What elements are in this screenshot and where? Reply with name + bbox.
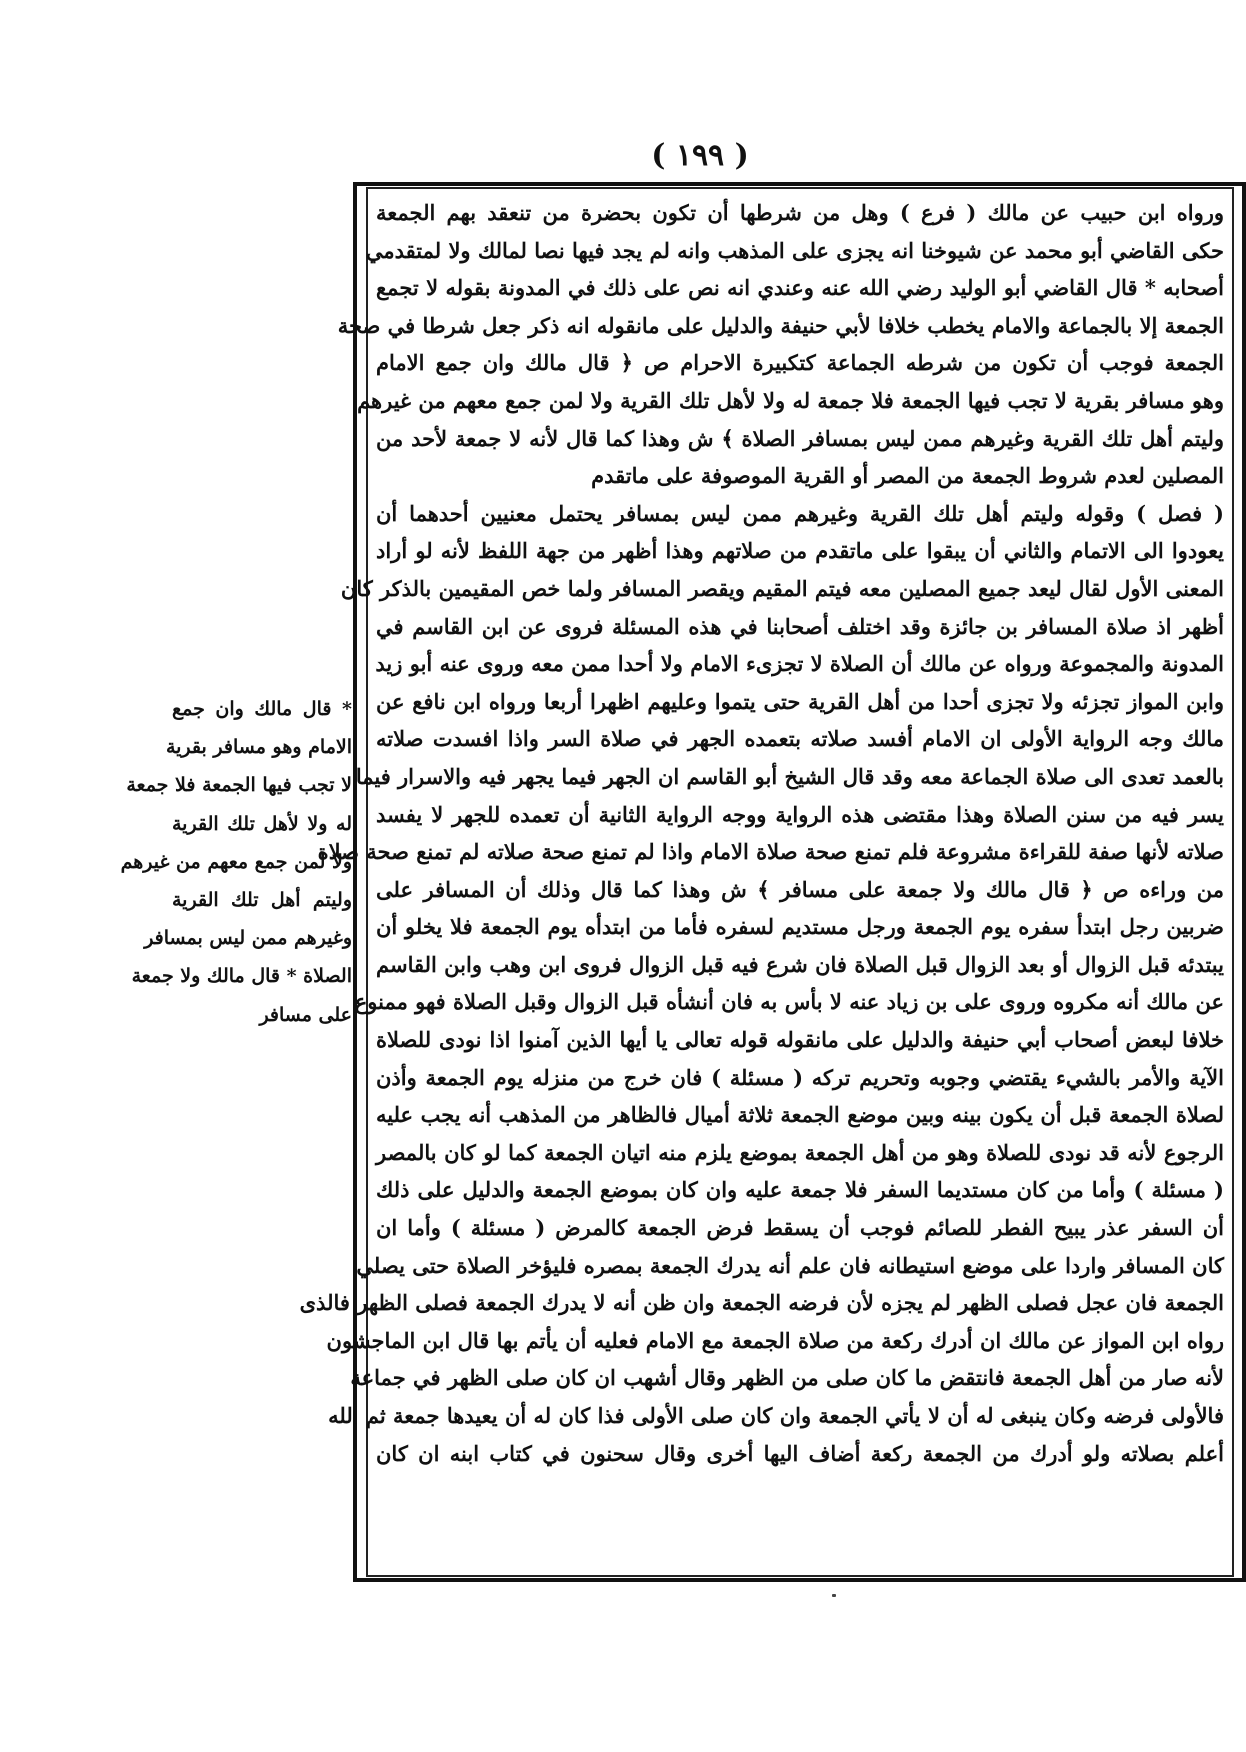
main-text-line: بالعمد تعدى الى صلاة الجماعة معه وقد قال الشيخ أبو القاسم ان الجهر فيما يجهر فيه والاسرار فيما (355, 763, 1224, 789)
main-text-line: الجمعة فان عجل فصلى الظهر لم يجزه لأن فرضه الجمعة وان ظن أنه لا يدرك الجمعة فصلى الظهر فالذى (299, 1290, 1224, 1316)
main-text-line: عن مالك أنه مكروه وروى على بن زياد عنه لا بأس به فان أنشأه قبل الزوال وقبل الصلاة فهو ممنوع (354, 989, 1224, 1015)
main-text-line: ضربين رجل ابتدأ سفره يوم الجمعة ورجل مستديم لسفره فأما من ابتدأه يوم الجمعة فلا يخلو أن (376, 914, 1224, 940)
margin-note-line: على مسافر (259, 1003, 352, 1026)
margin-matn-note (120, 690, 352, 1034)
page-number: ( ١٩٩ ) (651, 138, 749, 173)
main-text-line: يبتدئه قبل الزوال أو بعد الزوال قبل الصلاة فان شرع فيه قبل الزوال فروى ابن وهب وابن القاسم (376, 951, 1224, 977)
margin-note-line: وغيرهم ممن ليس بمسافر (144, 927, 352, 950)
main-text-line: خلافا لبعض أصحاب أبي حنيفة والدليل على مانقوله قوله تعالى يا أيها الذين آمنوا اذا نودى للصلاة (376, 1027, 1224, 1053)
main-text-line: ( فصل ) وقوله وليتم أهل تلك القرية وغيرهم ممن ليس بمسافر يحتمل معنيين أحدهما أن (376, 500, 1224, 526)
main-text-line: المعنى الأول لقال ليعد جميع المصلين معه فيتم المقيم ويقصر المسافر ولما خص المقيمين بالذكر كان (340, 575, 1224, 601)
margin-note-line: * قال مالك وان جمع (172, 698, 352, 720)
main-text-line: الآية والأمر بالشيء يقتضي وجوبه وتحريم تركه ( مسئلة ) فان خرج من منزله يوم الجمعة وأذن (376, 1064, 1224, 1090)
main-text-line: من وراءه ص ﴿ قال مالك ولا جمعة على مسافر ﴾ ش وهذا كما قال وذلك أن المسافر على (376, 876, 1224, 902)
main-text-line: مالك وجه الرواية الأولى ان الامام أفسد صلاته بتعمده الجهر في صلاة السر واذا افسدت صلاته (376, 726, 1225, 752)
main-text-line: أن السفر عذر يبيح الفطر للصائم فوجب أن يسقط فرض الجمعة كالمرض ( مسئلة ) وأما ان (376, 1215, 1224, 1241)
main-text-line: ( مسئلة ) وأما من كان مستديما السفر فلا جمعة عليه وان كان بموضع الجمعة والدليل على ذلك (376, 1177, 1224, 1203)
main-text-line: الجمعة فوجب أن تكون من شرطه الجماعة كتكبيرة الاحرام ص ﴿ قال مالك وان جمع الامام (376, 350, 1224, 376)
main-text-line: أعلم بصلاته ولو أدرك من الجمعة ركعة أضاف اليها أخرى وقال سحنون في كتاب ابنه ان كان (376, 1440, 1224, 1466)
main-text-line (376, 1510, 1224, 1548)
main-text-line: حكى القاضي أبو محمد عن شيوخنا انه يجزى على المذهب وانه لم يجد فيها نصا لمالك ولا لمتقدمي (365, 237, 1224, 263)
main-text-line: رواه ابن المواز عن مالك ان أدرك ركعة من صلاة الجمعة مع الامام فعليه أن يأتم بها قال ابن الماجشون (326, 1327, 1224, 1353)
main-text-block (299, 194, 1225, 1572)
main-text-line: فالأولى فرضه وكان ينبغى له أن لا يأتي الجمعة وان كان صلى الأولى فذا كان له أن يعيدها جمعة ثم الله (328, 1403, 1224, 1428)
main-text-line: أصحابه * قال القاضي أبو الوليد رضي الله عنه وعندي انه نص على ذلك في المدونة بقوله لا تجمع (376, 275, 1224, 301)
main-text-line: لصلاة الجمعة قبل أن يكون بينه وبين موضع الجمعة ثلاثة أميال فالظاهر من المذهب أنه يجب عليه (376, 1102, 1224, 1128)
main-text-line (376, 1472, 1224, 1510)
main-text-line: الرجوع لأنه قد نودى للصلاة وهو من أهل الجمعة بموضع يلزم منه اتيان الجمعة كما لو كان بالمصر (376, 1139, 1224, 1165)
main-text-line: وابن المواز تجزئه ولا تجزى أحدا من أهل القرية حتى يتموا وعليهم اظهرا أربعا ورواه ابن نافع عن (376, 688, 1224, 714)
main-text-line: ورواه ابن حبيب عن مالك ( فرع ) وهل من شرطها أن تكون بحضرة من تنعقد بهم الجمعة (376, 200, 1224, 225)
margin-note-line: الصلاة * قال مالك ولا جمعة (131, 965, 352, 988)
main-text-line: المصلين لعدم شروط الجمعة من المصر أو القرية الموصوفة على ماتقدم (591, 463, 1224, 489)
main-text-line: المدونة والمجموعة ورواه عن مالك أن الصلاة لا تجزىء الامام ولا أحدا ممن معه وروى عنه أبو زيد (375, 651, 1224, 677)
main-text-line: يعودوا الى الاتمام والثاني أن يبقوا على ماتقدم من صلاتهم وهذا أظهر من جهة اللفظ لأنه لو أراد (376, 538, 1224, 564)
margin-note-line: وليتم أهل تلك القرية (172, 888, 352, 911)
margin-note-line: ولا لمن جمع معهم من غيرهم (120, 850, 352, 873)
main-text-line: لأنه صار من أهل الجمعة فانتقض ما كان صلى من الظهر وقال أشهب ان كان صلى الظهر في جماعة (350, 1365, 1224, 1391)
margin-note-line: الامام وهو مسافر بقرية (165, 736, 352, 759)
main-text-line: كان المسافر واردا على موضع استيطانه فان علم أنه يدرك الجمعة بمصره فليؤخر الصلاة حتى يصلي (356, 1252, 1224, 1278)
margin-note-line: لا تجب فيها الجمعة فلا جمعة (126, 774, 352, 797)
main-text-line: أظهر اذ صلاة المسافر بن جائزة وقد اختلف أصحابنا في هذه المسئلة فروى عن ابن القاسم في (376, 613, 1224, 639)
main-text-line: يسر فيه من سنن الصلاة وهذا مقتضى هذه الرواية ووجه الرواية الثانية أن تعمده للجهر لا يفسد (376, 801, 1224, 827)
main-text-line: الجمعة إلا بالجماعة والامام يخطب خلافا لأبي حنيفة والدليل على مانقوله انه ذكر جعل شرطا في صحة (337, 312, 1224, 338)
main-text-line: وهو مسافر بقرية لا تجب فيها الجمعة فلا جمعة له ولا لأهل تلك القرية ولا لمن جمع معهم من غيرهم (357, 387, 1224, 413)
print-speck (832, 1594, 836, 1597)
main-text-line: وليتم أهل تلك القرية وغيرهم ممن ليس بمسافر الصلاة ﴾ ش وهذا كما قال لأنه لا جمعة لأحد من (376, 425, 1224, 451)
main-text-line: صلاته لأنها صفة للقراءة مشروعة فلم تمنع صحة صلاة الامام واذا لم تمنع صحة صلاته لم تمنع صحة صلاة (317, 839, 1224, 865)
margin-note-line: له ولا لأهل تلك القرية (172, 812, 352, 835)
